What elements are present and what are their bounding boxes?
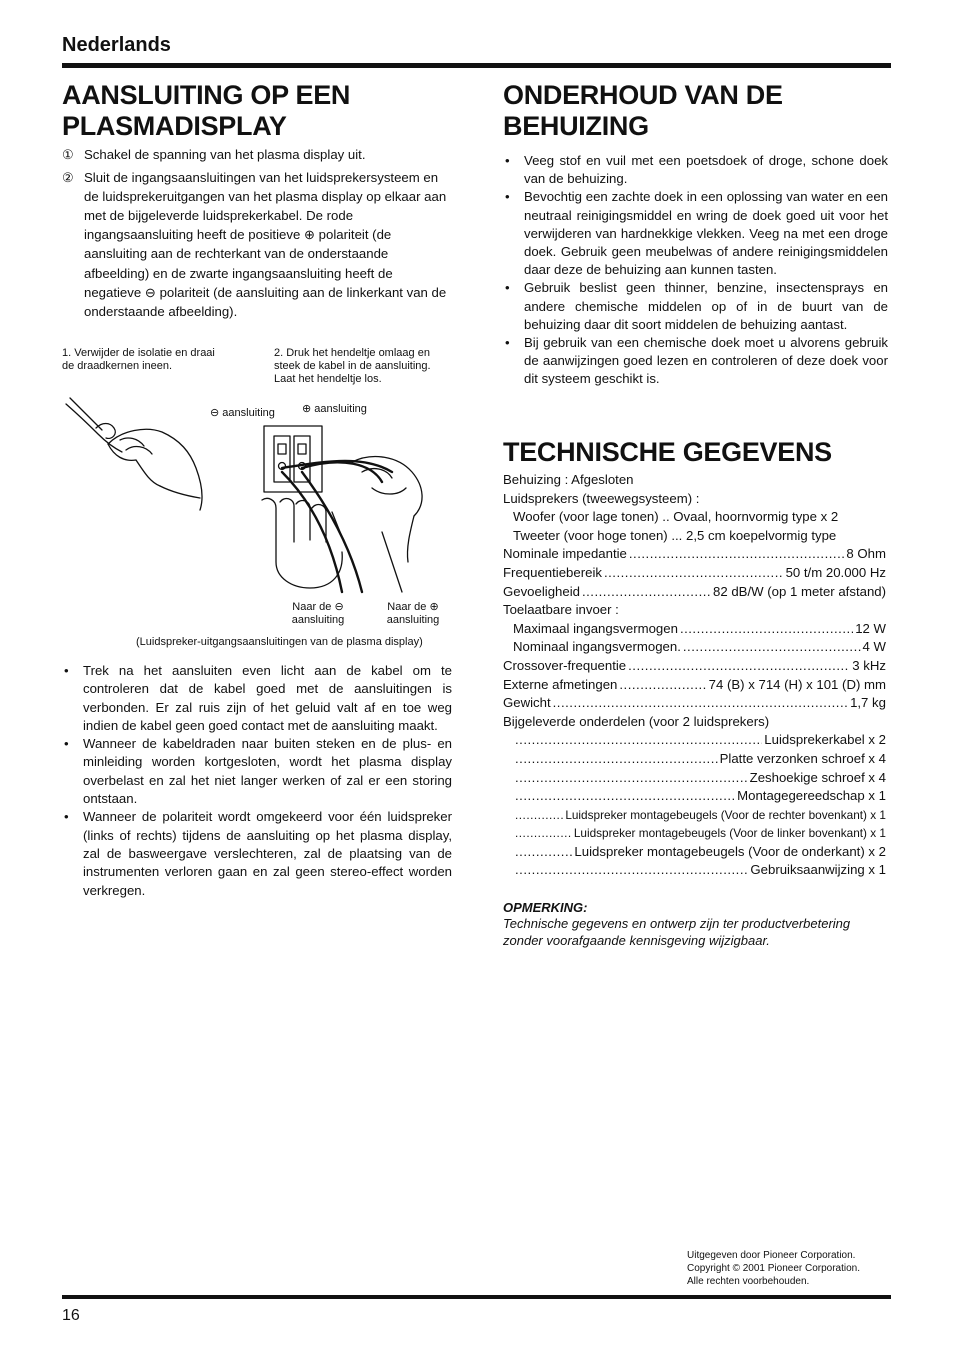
maintenance-list — [503, 152, 888, 389]
spec-value: Luidspreker montagebeugels (Voor de rechter bovenkant) x 1 — [565, 807, 886, 822]
publisher-footer — [687, 1249, 860, 1288]
footer-line: Alle rechten voorbehouden. — [687, 1276, 810, 1287]
label-to-negative: Naar de ⊖ aansluiting — [291, 601, 345, 626]
spec-label: Tweeter (voor hoge tonen) ... 2,5 cm koepelvormig type — [513, 527, 837, 543]
spec-leader-dots — [515, 787, 735, 806]
connection-title: AANSLUITING OP EEN PLASMADISPLAY — [62, 80, 351, 141]
spec-leader-dots — [553, 694, 848, 713]
spec-leader-dots — [604, 564, 784, 583]
hand-pressing-lever-illustration — [262, 498, 342, 588]
spec-leader-dots — [515, 750, 718, 769]
spec-label: Toelaatbare invoer : — [503, 602, 619, 618]
spec-row — [503, 657, 886, 676]
spec-row — [503, 601, 886, 620]
spec-label: Externe afmetingen — [503, 676, 618, 692]
hand-twisting-wire-illustration — [66, 398, 202, 510]
spec-leader-dots — [515, 731, 762, 750]
spec-leader-dots — [515, 806, 563, 825]
spec-value: 12 W — [855, 620, 886, 636]
label-negative-terminal: ⊖ aansluiting — [210, 407, 275, 419]
label-to-positive: Naar de ⊕ aansluiting — [386, 601, 440, 626]
spec-value: Montagegereedschap x 1 — [737, 788, 886, 804]
spec-value: 8 Ohm — [846, 546, 886, 562]
spec-row — [503, 490, 886, 509]
spec-value: Zeshoekige schroef x 4 — [749, 769, 886, 785]
step-item — [62, 146, 452, 165]
list-item: • Bevochtig een zachte doek in een oplossing van water en een neutraal reinigingsmiddel en wring de doek goed uit voor het verwijderen van hardnekkige vlekken. Veeg na met een droge doek. Gebruik geen meubelwas of andere reinigingsmiddelen daar deze de behuizing aan kunnen tasten. — [503, 188, 888, 279]
list-item: • Gebruik beslist geen thinner, benzine, insectensprays en andere chemische middelen op of in de buurt van de behuizing daar dit soort middelen de behuizing aantast. — [503, 279, 888, 334]
spec-label: Woofer (voor lage tonen) .. Ovaal, hoornvormig type x 2 — [513, 509, 839, 525]
spec-leader-dots — [619, 676, 706, 695]
spec-row — [503, 731, 886, 750]
figure-caption-step2: 2. Druk het hendeltje omlaag en steek de kabel in de aansluiting. Laat het hendeltje los. — [274, 347, 431, 385]
spec-value: 4 W — [862, 639, 886, 655]
list-item: • Trek na het aansluiten even licht aan de kabel om te controleren dat de kabel goed met de aansluitingen is verbonden. Er zal ruis zijn of het geluid valt af en toe weg indien de kabel geen goed contact met de aansluiting maakt. — [62, 662, 452, 735]
spec-row — [503, 861, 886, 880]
spec-label: Crossover-frequentie — [503, 657, 627, 673]
spec-label: Frequentiebereik — [503, 564, 602, 580]
step-text: Sluit de ingangsaansluitingen van het luidsprekersysteem en de luidsprekeruitgangen van het plasma display op elkaar aan met de bijgeleverde luidsprekerkabel. De rode ingangsaansluiting heeft de positieve ⊕ polariteit (de aansluiting aan de rechterkant van de onderstaande afbeelding) en de zwarte ingangsaansluiting heeft de negatieve ⊖ polariteit (de aansluiting aan de linkerkant van de onderstaande afbeelding). — [84, 169, 447, 319]
spec-leader-dots — [680, 620, 853, 639]
spec-row — [503, 564, 886, 583]
spec-label: Maximaal ingangsvermogen — [513, 620, 678, 636]
footer-line: Uitgegeven door Pioneer Corporation. — [687, 1250, 856, 1261]
spec-row — [503, 508, 886, 527]
spec-row — [503, 527, 886, 546]
spec-row — [503, 824, 886, 843]
step-number: ① — [62, 147, 74, 162]
spec-label: Nominaal ingangsvermogen. — [513, 639, 681, 655]
spec-label: Behuizing : Afgesloten — [503, 472, 634, 487]
spec-value: Luidsprekerkabel x 2 — [764, 732, 886, 748]
spec-label: Gevoeligheid — [503, 583, 580, 599]
spec-value: Gebruiksaanwijzing x 1 — [750, 862, 886, 878]
note-heading: OPMERKING: — [503, 900, 588, 915]
spec-row — [503, 620, 886, 639]
terminal-plate-illustration — [264, 426, 322, 492]
list-item: • Wanneer de polariteit wordt omgekeerd voor één luidspreker (links of rechts) tijdens de aansluiting op het plasma display, zal de basweergave verslechteren, zal de plaatsing van de instrumenten verloren gaan en zal geen stereo-effect worden verkregen. — [62, 808, 452, 899]
step-number: ② — [62, 169, 74, 185]
step-item — [62, 168, 452, 322]
spec-row — [503, 545, 886, 564]
spec-leader-dots — [515, 861, 748, 880]
spec-row — [503, 806, 886, 825]
spec-leader-dots — [582, 583, 711, 602]
spec-leader-dots — [515, 843, 572, 862]
spec-value: Platte verzonken schroef x 4 — [719, 750, 886, 766]
spec-value: 3 kHz — [852, 657, 886, 673]
spec-leader-dots — [515, 769, 748, 788]
figure-caption-step1: 1. Verwijder de isolatie en draai de draadkernen ineen. — [62, 347, 215, 372]
spec-row — [503, 676, 886, 695]
speaker-cable-illustration — [282, 461, 402, 592]
note-text: Technische gegevens en ontwerp zijn ter productverbetering zonder voorafgaande kennisgeving wijzigbaar. — [503, 916, 851, 948]
spec-label: Luidsprekers (tweewegsysteem) : — [503, 490, 700, 506]
list-item: • Wanneer de kabeldraden naar buiten steken en de plus- en minleiding worden kortgesloten, wordt het plasma display overbelast en zal het niet langer werken of zal er een storing ontstaan. — [62, 735, 452, 808]
spec-leader-dots — [515, 824, 572, 843]
specifications-list — [503, 471, 886, 880]
spec-row — [503, 843, 886, 862]
spec-value: 74 (B) x 714 (H) x 101 (D) mm — [708, 676, 886, 692]
figure-caption: (Luidspreker-uitgangsaansluitingen van de plasma display) — [136, 636, 423, 648]
spec-row — [503, 694, 886, 713]
spec-value: 82 dB/W (op 1 meter afstand) — [713, 583, 886, 599]
footer-line: Copyright © 2001 Pioneer Corporation. — [687, 1263, 861, 1274]
list-item: • Veeg stof en vuil met een poetsdoek of droge, schone doek van de behuizing. — [503, 152, 888, 188]
spec-row — [503, 750, 886, 769]
language-heading: Nederlands — [62, 34, 171, 56]
specifications-title: TECHNISCHE GEGEVENS — [503, 437, 832, 467]
spec-label: Gewicht — [503, 695, 551, 711]
bottom-rule — [62, 1295, 891, 1299]
maintenance-title: ONDERHOUD VAN DE BEHUIZING — [503, 80, 783, 141]
spec-row — [503, 583, 886, 602]
list-item: • Bij gebruik van een chemische doek moet u alvorens gebruik de aanwijzingen goed lezen en controleren of deze doek voor dit systeem geschikt is. — [503, 334, 888, 389]
connection-steps — [62, 146, 452, 321]
spec-row — [503, 638, 886, 657]
top-rule — [62, 63, 891, 68]
step-text: Schakel de spanning van het plasma display uit. — [84, 147, 366, 162]
page-number: 16 — [62, 1307, 80, 1324]
spec-row — [503, 769, 886, 788]
spec-value: 50 t/m 20.000 Hz — [785, 564, 886, 580]
spec-value: Luidspreker montagebeugels (Voor de linker bovenkant) x 1 — [573, 826, 886, 841]
spec-value: Luidspreker montagebeugels (Voor de onderkant) x 2 — [574, 843, 886, 859]
label-positive-terminal: ⊕ aansluiting — [302, 403, 367, 415]
spec-row — [503, 787, 886, 806]
spec-leader-dots — [628, 657, 850, 676]
spec-leader-dots — [683, 638, 861, 657]
spec-label: Bijgeleverde onderdelen (voor 2 luidsprekers) — [503, 713, 770, 729]
spec-value: 1,7 kg — [850, 695, 886, 711]
spec-row — [503, 713, 886, 732]
connection-notes — [62, 662, 452, 900]
spec-row — [503, 471, 886, 490]
spec-label: Nominale impedantie — [503, 546, 627, 562]
connection-illustration — [62, 392, 452, 604]
spec-leader-dots — [629, 545, 845, 564]
